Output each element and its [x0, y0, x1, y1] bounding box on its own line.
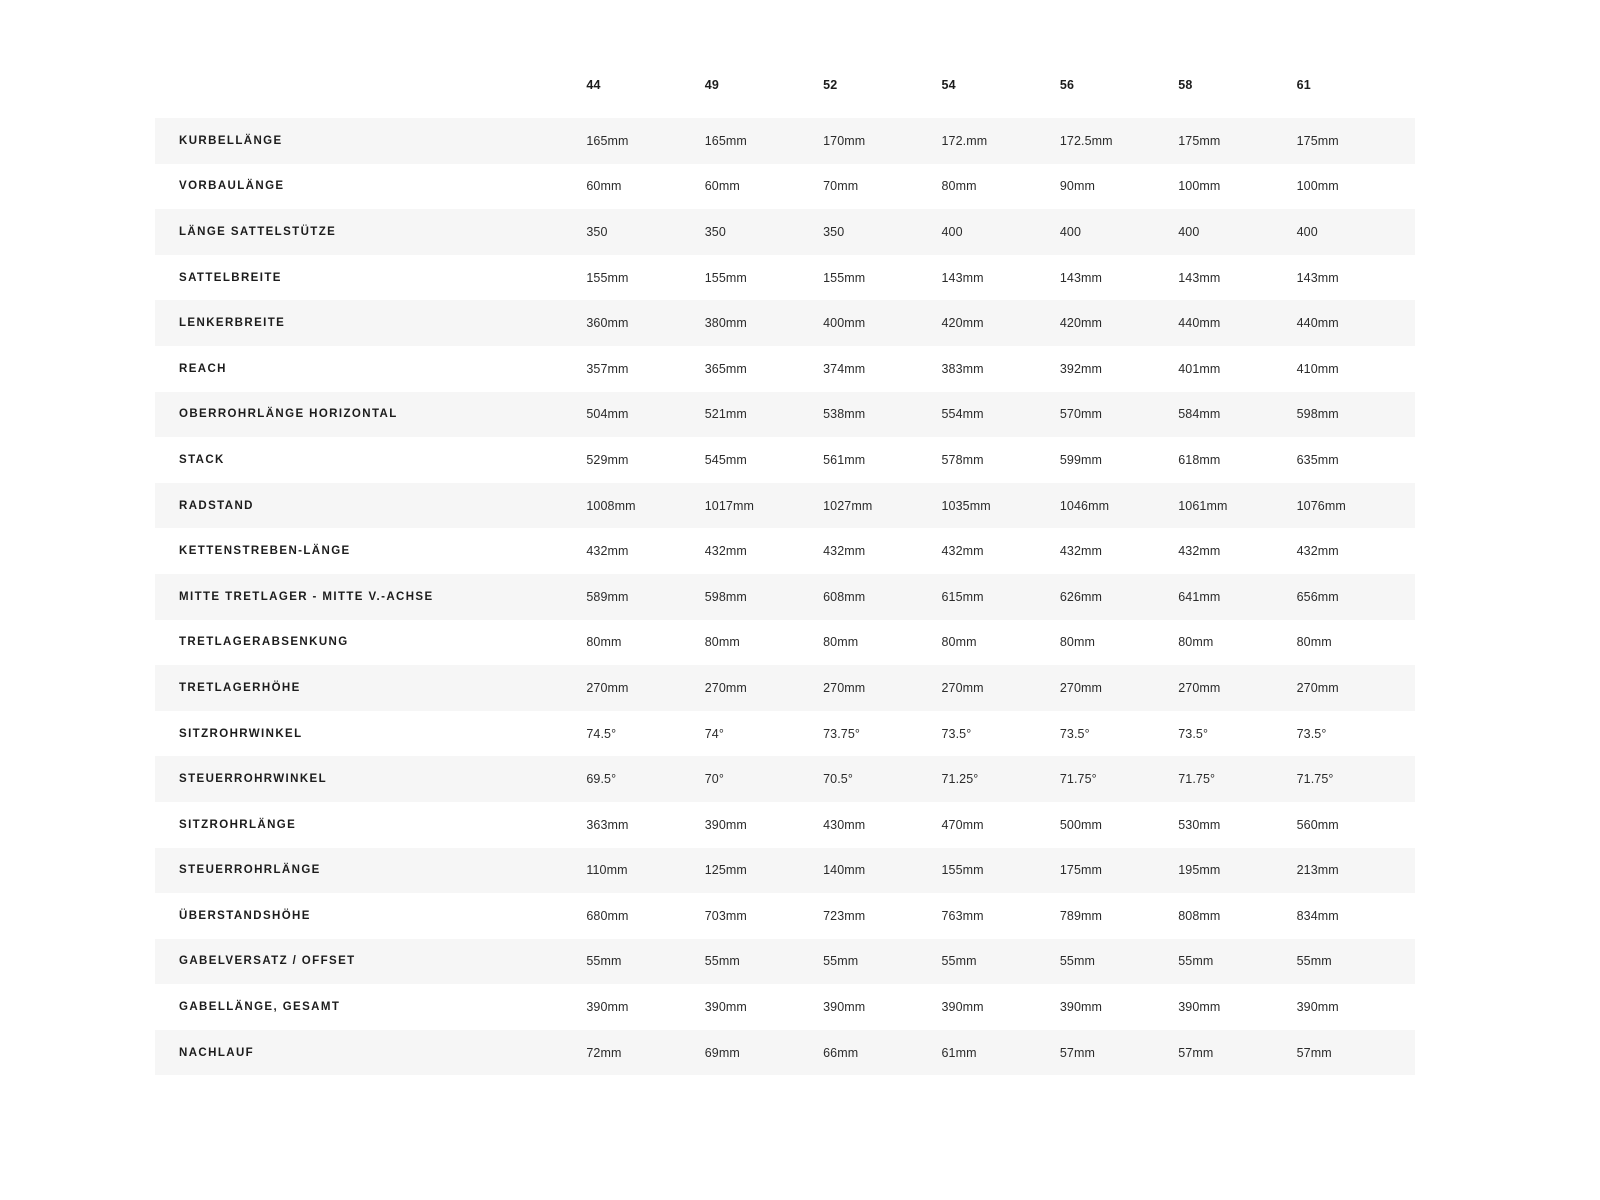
- cell-value: 69.5°: [586, 756, 704, 802]
- table-row: [155, 300, 1415, 346]
- row-label: KETTENSTREBEN-LÄNGE: [155, 528, 586, 574]
- cell-value: 545mm: [705, 437, 823, 483]
- cell-value: 1076mm: [1297, 483, 1415, 529]
- cell-value: 155mm: [586, 255, 704, 301]
- table-row: [155, 346, 1415, 392]
- cell-value: 598mm: [1297, 392, 1415, 438]
- cell-value: 175mm: [1060, 848, 1178, 894]
- cell-value: 635mm: [1297, 437, 1415, 483]
- cell-value: 538mm: [823, 392, 941, 438]
- cell-value: 66mm: [823, 1030, 941, 1076]
- cell-value: 432mm: [586, 528, 704, 574]
- table-row: [155, 802, 1415, 848]
- cell-value: 400: [1060, 209, 1178, 255]
- cell-value: 55mm: [1178, 939, 1296, 985]
- row-label: STEUERROHRLÄNGE: [155, 848, 586, 894]
- cell-value: 680mm: [586, 893, 704, 939]
- row-label: GABELLÄNGE, GESAMT: [155, 984, 586, 1030]
- cell-value: 432mm: [1060, 528, 1178, 574]
- geometry-table: [155, 78, 1415, 1075]
- cell-value: 390mm: [705, 802, 823, 848]
- table-body: [155, 118, 1415, 1075]
- cell-value: 390mm: [823, 984, 941, 1030]
- cell-value: 80mm: [941, 164, 1059, 210]
- cell-value: 390mm: [586, 984, 704, 1030]
- cell-value: 80mm: [1178, 620, 1296, 666]
- row-label: LENKERBREITE: [155, 300, 586, 346]
- cell-value: 61mm: [941, 1030, 1059, 1076]
- cell-value: 390mm: [705, 984, 823, 1030]
- cell-value: 270mm: [705, 665, 823, 711]
- row-label: STACK: [155, 437, 586, 483]
- column-header-size-44: 44: [586, 78, 704, 118]
- cell-value: 70mm: [823, 164, 941, 210]
- cell-value: 143mm: [1297, 255, 1415, 301]
- cell-value: 165mm: [586, 118, 704, 164]
- cell-value: 73.75°: [823, 711, 941, 757]
- cell-value: 57mm: [1178, 1030, 1296, 1076]
- cell-value: 71.75°: [1297, 756, 1415, 802]
- cell-value: 155mm: [823, 255, 941, 301]
- table-row: [155, 255, 1415, 301]
- row-label: ÜBERSTANDSHÖHE: [155, 893, 586, 939]
- column-header-size-49: 49: [705, 78, 823, 118]
- cell-value: 270mm: [1297, 665, 1415, 711]
- cell-value: 420mm: [1060, 300, 1178, 346]
- cell-value: 270mm: [586, 665, 704, 711]
- cell-value: 589mm: [586, 574, 704, 620]
- cell-value: 789mm: [1060, 893, 1178, 939]
- cell-value: 808mm: [1178, 893, 1296, 939]
- cell-value: 374mm: [823, 346, 941, 392]
- cell-value: 554mm: [941, 392, 1059, 438]
- cell-value: 1027mm: [823, 483, 941, 529]
- table-row: [155, 209, 1415, 255]
- cell-value: 401mm: [1178, 346, 1296, 392]
- row-label: SATTELBREITE: [155, 255, 586, 301]
- cell-value: 440mm: [1297, 300, 1415, 346]
- cell-value: 80mm: [705, 620, 823, 666]
- cell-value: 400: [941, 209, 1059, 255]
- cell-value: 432mm: [1178, 528, 1296, 574]
- cell-value: 350: [705, 209, 823, 255]
- table-row: [155, 756, 1415, 802]
- cell-value: 1061mm: [1178, 483, 1296, 529]
- cell-value: 125mm: [705, 848, 823, 894]
- table-row: [155, 620, 1415, 666]
- table-row: [155, 711, 1415, 757]
- cell-value: 80mm: [1060, 620, 1178, 666]
- cell-value: 74°: [705, 711, 823, 757]
- cell-value: 55mm: [586, 939, 704, 985]
- cell-value: 270mm: [941, 665, 1059, 711]
- table-row: [155, 483, 1415, 529]
- cell-value: 172.5mm: [1060, 118, 1178, 164]
- cell-value: 175mm: [1178, 118, 1296, 164]
- cell-value: 69mm: [705, 1030, 823, 1076]
- cell-value: 213mm: [1297, 848, 1415, 894]
- cell-value: 400: [1178, 209, 1296, 255]
- cell-value: 432mm: [941, 528, 1059, 574]
- row-label: NACHLAUF: [155, 1030, 586, 1076]
- cell-value: 360mm: [586, 300, 704, 346]
- column-header-size-54: 54: [941, 78, 1059, 118]
- row-label: TRETLAGERABSENKUNG: [155, 620, 586, 666]
- row-label: SITZROHRWINKEL: [155, 711, 586, 757]
- cell-value: 143mm: [941, 255, 1059, 301]
- table-header: [155, 78, 1415, 118]
- cell-value: 1035mm: [941, 483, 1059, 529]
- table-row: [155, 437, 1415, 483]
- cell-value: 73.5°: [1060, 711, 1178, 757]
- row-label: STEUERROHRWINKEL: [155, 756, 586, 802]
- cell-value: 357mm: [586, 346, 704, 392]
- cell-value: 834mm: [1297, 893, 1415, 939]
- cell-value: 641mm: [1178, 574, 1296, 620]
- table-row: [155, 939, 1415, 985]
- row-label: SITZROHRLÄNGE: [155, 802, 586, 848]
- cell-value: 1017mm: [705, 483, 823, 529]
- cell-value: 73.5°: [1297, 711, 1415, 757]
- cell-value: 80mm: [586, 620, 704, 666]
- cell-value: 530mm: [1178, 802, 1296, 848]
- cell-value: 618mm: [1178, 437, 1296, 483]
- cell-value: 599mm: [1060, 437, 1178, 483]
- cell-value: 615mm: [941, 574, 1059, 620]
- cell-value: 170mm: [823, 118, 941, 164]
- column-header-size-58: 58: [1178, 78, 1296, 118]
- table-row: [155, 665, 1415, 711]
- cell-value: 73.5°: [1178, 711, 1296, 757]
- cell-value: 400: [1297, 209, 1415, 255]
- row-label: REACH: [155, 346, 586, 392]
- row-label: MITTE TRETLAGER - MITTE V.-ACHSE: [155, 574, 586, 620]
- row-label: TRETLAGERHÖHE: [155, 665, 586, 711]
- cell-value: 70.5°: [823, 756, 941, 802]
- table-row: [155, 893, 1415, 939]
- cell-value: 74.5°: [586, 711, 704, 757]
- cell-value: 390mm: [1060, 984, 1178, 1030]
- row-label: RADSTAND: [155, 483, 586, 529]
- row-label: OBERROHRLÄNGE HORIZONTAL: [155, 392, 586, 438]
- cell-value: 72mm: [586, 1030, 704, 1076]
- cell-value: 110mm: [586, 848, 704, 894]
- cell-value: 195mm: [1178, 848, 1296, 894]
- table-row: [155, 1030, 1415, 1076]
- cell-value: 470mm: [941, 802, 1059, 848]
- cell-value: 400mm: [823, 300, 941, 346]
- cell-value: 80mm: [823, 620, 941, 666]
- cell-value: 270mm: [823, 665, 941, 711]
- cell-value: 365mm: [705, 346, 823, 392]
- column-header-size-61: 61: [1297, 78, 1415, 118]
- table-row: [155, 392, 1415, 438]
- cell-value: 626mm: [1060, 574, 1178, 620]
- cell-value: 80mm: [1297, 620, 1415, 666]
- cell-value: 140mm: [823, 848, 941, 894]
- row-label: LÄNGE SATTELSTÜTZE: [155, 209, 586, 255]
- cell-value: 363mm: [586, 802, 704, 848]
- cell-value: 143mm: [1060, 255, 1178, 301]
- cell-value: 80mm: [941, 620, 1059, 666]
- table-row: [155, 848, 1415, 894]
- cell-value: 270mm: [1060, 665, 1178, 711]
- column-header-measure: [155, 78, 586, 118]
- cell-value: 500mm: [1060, 802, 1178, 848]
- cell-value: 172.mm: [941, 118, 1059, 164]
- cell-value: 57mm: [1060, 1030, 1178, 1076]
- cell-value: 390mm: [1178, 984, 1296, 1030]
- table-row: [155, 528, 1415, 574]
- table-row: [155, 984, 1415, 1030]
- cell-value: 584mm: [1178, 392, 1296, 438]
- cell-value: 598mm: [705, 574, 823, 620]
- cell-value: 73.5°: [941, 711, 1059, 757]
- cell-value: 155mm: [705, 255, 823, 301]
- table-row: [155, 118, 1415, 164]
- cell-value: 60mm: [586, 164, 704, 210]
- cell-value: 430mm: [823, 802, 941, 848]
- cell-value: 100mm: [1297, 164, 1415, 210]
- cell-value: 560mm: [1297, 802, 1415, 848]
- cell-value: 71.75°: [1060, 756, 1178, 802]
- cell-value: 440mm: [1178, 300, 1296, 346]
- cell-value: 55mm: [941, 939, 1059, 985]
- cell-value: 529mm: [586, 437, 704, 483]
- cell-value: 71.75°: [1178, 756, 1296, 802]
- cell-value: 380mm: [705, 300, 823, 346]
- cell-value: 392mm: [1060, 346, 1178, 392]
- cell-value: 570mm: [1060, 392, 1178, 438]
- cell-value: 1008mm: [586, 483, 704, 529]
- cell-value: 60mm: [705, 164, 823, 210]
- cell-value: 432mm: [1297, 528, 1415, 574]
- cell-value: 608mm: [823, 574, 941, 620]
- table-row: [155, 574, 1415, 620]
- cell-value: 656mm: [1297, 574, 1415, 620]
- row-label: VORBAULÄNGE: [155, 164, 586, 210]
- cell-value: 723mm: [823, 893, 941, 939]
- cell-value: 350: [586, 209, 704, 255]
- cell-value: 521mm: [705, 392, 823, 438]
- cell-value: 578mm: [941, 437, 1059, 483]
- table-header-row: [155, 78, 1415, 118]
- cell-value: 763mm: [941, 893, 1059, 939]
- cell-value: 55mm: [1297, 939, 1415, 985]
- table-row: [155, 164, 1415, 210]
- cell-value: 504mm: [586, 392, 704, 438]
- cell-value: 90mm: [1060, 164, 1178, 210]
- cell-value: 70°: [705, 756, 823, 802]
- cell-value: 420mm: [941, 300, 1059, 346]
- cell-value: 100mm: [1178, 164, 1296, 210]
- cell-value: 703mm: [705, 893, 823, 939]
- cell-value: 350: [823, 209, 941, 255]
- cell-value: 57mm: [1297, 1030, 1415, 1076]
- cell-value: 55mm: [705, 939, 823, 985]
- cell-value: 410mm: [1297, 346, 1415, 392]
- column-header-size-56: 56: [1060, 78, 1178, 118]
- cell-value: 55mm: [823, 939, 941, 985]
- cell-value: 561mm: [823, 437, 941, 483]
- cell-value: 1046mm: [1060, 483, 1178, 529]
- cell-value: 270mm: [1178, 665, 1296, 711]
- cell-value: 390mm: [1297, 984, 1415, 1030]
- cell-value: 432mm: [705, 528, 823, 574]
- cell-value: 383mm: [941, 346, 1059, 392]
- cell-value: 55mm: [1060, 939, 1178, 985]
- cell-value: 432mm: [823, 528, 941, 574]
- row-label: GABELVERSATZ / OFFSET: [155, 939, 586, 985]
- cell-value: 390mm: [941, 984, 1059, 1030]
- column-header-size-52: 52: [823, 78, 941, 118]
- cell-value: 143mm: [1178, 255, 1296, 301]
- row-label: KURBELLÄNGE: [155, 118, 586, 164]
- cell-value: 165mm: [705, 118, 823, 164]
- cell-value: 175mm: [1297, 118, 1415, 164]
- cell-value: 71.25°: [941, 756, 1059, 802]
- cell-value: 155mm: [941, 848, 1059, 894]
